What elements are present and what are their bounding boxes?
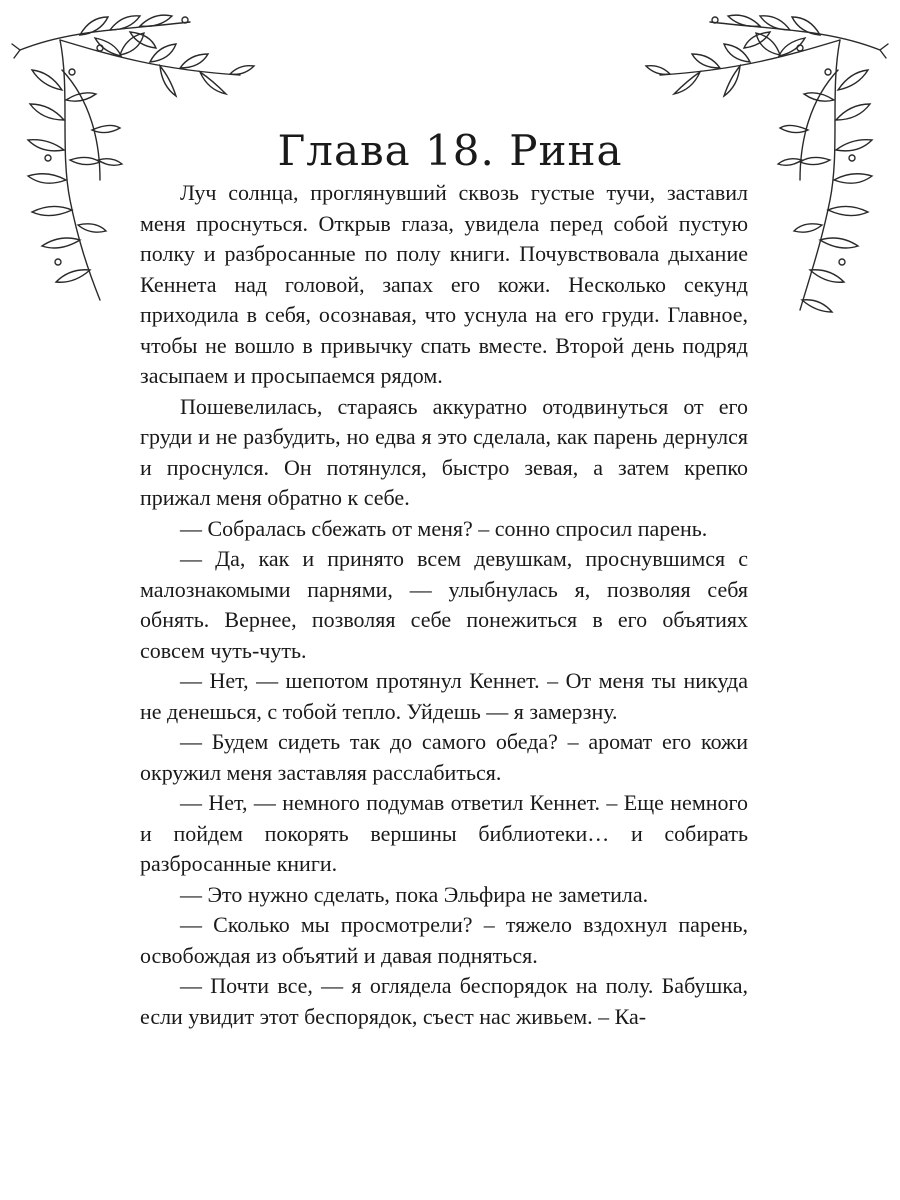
chapter-title: Глава 18. Рина — [277, 126, 623, 176]
paragraph: Пошевелилась, стараясь аккуратно отодвинуться от его груди и не разбудить, но едва я это сделала, как парень дернулся и проснулся. Он потянулся, быстро зевая, а затем крепко прижал меня обратно к себе. — [140, 393, 748, 510]
paragraph: — Почти все, — я оглядела беспорядок на полу. Бабушка, если увидит этот беспорядок, съест нас живьем. – Ка- — [140, 973, 748, 1029]
paragraph: — Нет, — немного подумав ответил Кеннет. – Еще немного и пойдем покорять вершины библиотеки… и собирать разбросанные книги. — [140, 790, 748, 876]
paragraph: — Это нужно сделать, пока Эльфира не заметила. — [180, 881, 649, 907]
paragraph: — Сколько мы просмотрели? – тяжело вздохнул парень, освобождая из объятий и давая подняться. — [140, 912, 748, 968]
paragraph: — Нет, — шепотом протянул Кеннет. – От меня ты никуда не денешься, с тобой тепло. Уйдешь — я замерзну. — [140, 668, 748, 724]
paragraph: Луч солнца, проглянувший сквозь густые тучи, заставил меня проснуться. Открыв глаза, увидела перед собой пустую полку и разбросанные по полу книги. Почувствовала дыхание Кеннета над головой, запах его кожи. Несколько секунд приходила в себя, осознавая, что уснула на его груди. Главное, чтобы не вошло в привычку спать вместе. Второй день подряд засыпаем и просыпаемся рядом. — [140, 180, 748, 388]
paragraph: — Будем сидеть так до самого обеда? – аромат его кожи окружил меня заставляя расслабиться. — [140, 729, 748, 785]
paragraph: — Да, как и принято всем девушкам, проснувшимся с малознакомыми парнями, — улыбнулась я, позволяя себя обнять. Вернее, позволяя себе понежиться в его объятиях совсем чуть-чуть. — [140, 546, 748, 663]
chapter-body — [140, 178, 748, 1032]
paragraph: — Собралась сбежать от меня? – сонно спросил парень. — [180, 515, 708, 541]
